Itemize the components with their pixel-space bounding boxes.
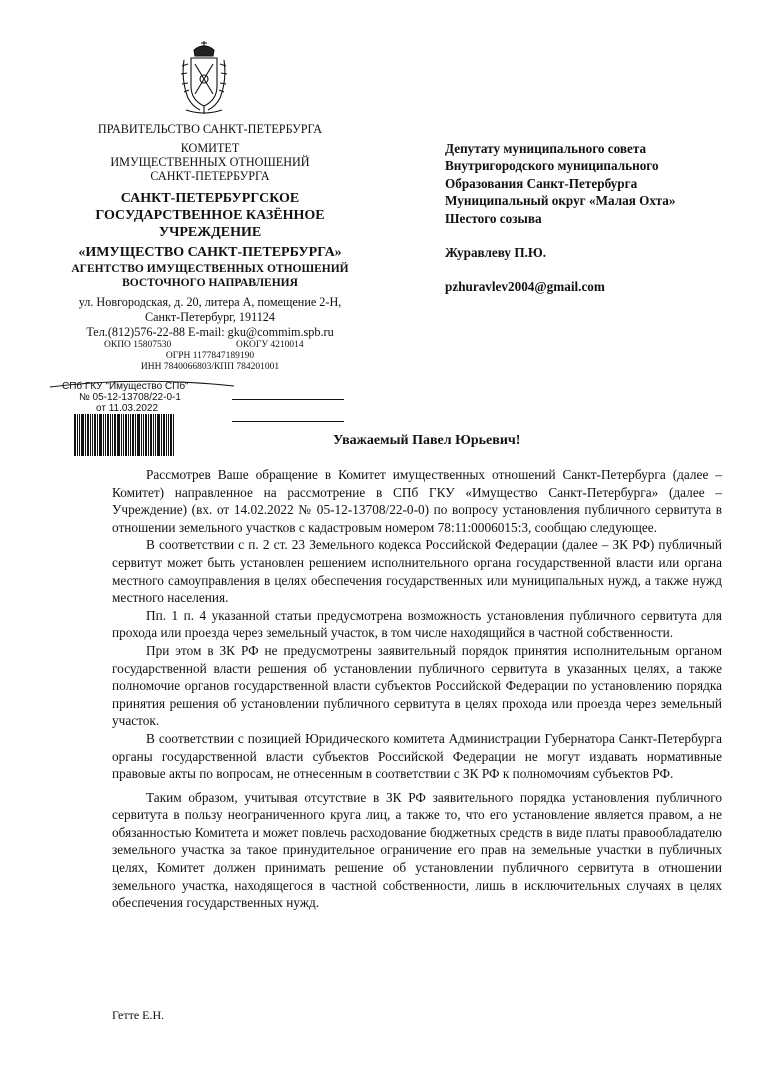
barcode-bar: [97, 414, 98, 456]
barcode-bar: [163, 414, 165, 456]
barcode-bar: [92, 414, 93, 456]
barcode-bar: [107, 414, 109, 456]
barcode-bar: [114, 414, 116, 456]
barcode-bar: [153, 414, 154, 456]
executor-name: Гетте Е.Н.: [112, 1008, 165, 1022]
barcode-bar: [145, 414, 147, 456]
greeting: Уважаемый Павел Юрьевич!: [333, 433, 521, 448]
barcode-bar: [74, 414, 76, 456]
inn-code: ИНН 7840066803/КПП 784201001: [140, 362, 280, 372]
barcode-bar: [170, 414, 172, 456]
barcode-bar: [155, 414, 156, 456]
barcode-bar: [121, 414, 122, 456]
barcode-bar: [166, 414, 167, 456]
blank-line-2: [232, 421, 344, 422]
barcode-bar: [161, 414, 162, 456]
institution-line-3: УЧРЕЖДЕНИЕ: [158, 225, 262, 240]
barcode-bar: [135, 414, 136, 456]
committee-line-1: КОМИТЕТ: [180, 141, 240, 155]
recipient-name: Журавлеву П.Ю.: [445, 245, 547, 260]
barcode-bar: [105, 414, 106, 456]
okogu-code: ОКОГУ 4210014: [236, 340, 304, 350]
barcode-bar: [99, 414, 102, 456]
barcode-bar: [79, 414, 80, 456]
paragraph-5: В соответствии с позицией Юридического комитета Администрации Губернатора Санкт-Петербурга органы государственной власти субъектов Российской Федерации не могут издавать нормативные правовые акты по вопросам, не отнесенным в соответствии с ЗК РФ к полномочиям субъектов РФ.: [112, 730, 722, 782]
institution-name: «ИМУЩЕСТВО САНКТ-ПЕТЕРБУРГА»: [78, 245, 342, 260]
recipient-line-4: Муниципальный округ «Малая Охта»: [445, 193, 676, 208]
barcode-icon: [74, 414, 186, 456]
barcode-bar: [85, 414, 86, 456]
barcode-bar: [143, 414, 144, 456]
paragraph-6: Таким образом, учитывая отсутствие в ЗК РФ заявительного порядка установления публичного сервитута в пользу неограниченного круга лиц, а также то, что его установление является правом, а не обязанностью Комитета и может повлечь расходование бюджетных средств в виде платы правообладателю земельного участка за такое принудительное ограничение его прав на земельные участки в публичных целях, Комитет должен принимать решение об установлении публичного сервитута в отношении земельного участка, находящегося в частной собственности, лишь в исключительных случаях в целях обеспечения государственных нужд.: [112, 789, 722, 911]
institution-line-1: САНКТ-ПЕТЕРБУРГСКОЕ: [120, 191, 300, 206]
spb-coat-of-arms-icon: [180, 40, 228, 116]
registration-stamp: [50, 378, 236, 414]
agency-line-1: АГЕНТСТВО ИМУЩЕСТВЕННЫХ ОТНОШЕНИЙ: [71, 263, 349, 275]
barcode-bar: [87, 414, 89, 456]
ogrn-code: ОГРН 1177847189190: [165, 351, 255, 361]
recipient-line-5: Шестого созыва: [445, 211, 542, 226]
institution-line-2: ГОСУДАРСТВЕННОЕ КАЗЁННОЕ: [95, 208, 325, 223]
stamp-line-2: № 05-12-13708/22-0-1: [79, 392, 181, 403]
committee-line-2: ИМУЩЕСТВЕННЫХ ОТНОШЕНИЙ: [110, 155, 310, 169]
committee-line-3: САНКТ-ПЕТЕРБУРГА: [150, 169, 270, 183]
barcode-bar: [125, 414, 127, 456]
barcode-bar: [103, 414, 104, 456]
paragraph-1: Рассмотрев Ваше обращение в Комитет имущественных отношений Санкт-Петербурга (далее – Комитет) направленное на рассмотрение в СПб ГКУ «Имущество Санкт-Петербурга» (далее – Учреждение) (вх. от 14.02.2022 № 05-12-13708/22-0-0) по вопросу установления публичного сервитута в отношении земельного участков с кадастровым номером 78:11:0006015:3, сообщаю следующее.: [112, 467, 722, 535]
paragraph-2: В соответствии с п. 2 ст. 23 Земельного кодекса Российской Федерации (далее – ЗК РФ) публичный сервитут может быть установлен решением исполнительного органа государственной власти или органа местного самоуправления в целях обеспечения государственных или муниципальных нужд, а также нужд местного населения.: [112, 537, 722, 606]
stamp-line-3: от 11.03.2022: [96, 403, 159, 414]
barcode-bar: [157, 414, 160, 456]
address-line-2: Санкт-Петербург, 191124: [145, 310, 275, 324]
letter-body: [112, 466, 722, 912]
barcode-bar: [81, 414, 84, 456]
stamp-line-1: СПб ГКУ "Имущество СПб": [62, 381, 189, 392]
barcode-bar: [173, 414, 174, 456]
recipient-email: pzhuravlev2004@gmail.com: [445, 279, 605, 294]
agency-line-2: ВОСТОЧНОГО НАПРАВЛЕНИЯ: [122, 277, 298, 289]
paragraph-3: Пп. 1 п. 4 указанной статьи предусмотрена возможность установления публичного сервитута для прохода или проезда через земельный участок, в том числе находящийся в частной собственности.: [112, 607, 722, 641]
okpo-code: ОКПО 15807530: [104, 340, 172, 350]
contacts: Тел.(812)576-22-88 E-mail: gku@commim.spb.ru: [86, 325, 334, 339]
barcode-bar: [117, 414, 120, 456]
government-title: ПРАВИТЕЛЬСТВО САНКТ-ПЕТЕРБУРГА: [97, 122, 323, 136]
barcode-bar: [128, 414, 129, 456]
barcode-bar: [132, 414, 134, 456]
barcode-bar: [110, 414, 111, 456]
barcode-bar: [130, 414, 131, 456]
barcode-bar: [150, 414, 152, 456]
recipient-line-3: Образования Санкт-Петербурга: [445, 176, 638, 191]
address-line-1: ул. Новгородская, д. 20, литера А, помещение 2-Н,: [78, 295, 342, 309]
recipient-line-2: Внутригородского муниципального: [445, 158, 659, 173]
barcode-bar: [137, 414, 140, 456]
barcode-bar: [94, 414, 96, 456]
barcode-bar: [90, 414, 91, 456]
barcode-bar: [77, 414, 78, 456]
barcode-bar: [168, 414, 169, 456]
barcode-bar: [141, 414, 142, 456]
blank-line-1: [232, 399, 344, 400]
paragraph-4: При этом в ЗК РФ не предусмотрены заявительный порядок принятия исполнительным органом государственной власти решения об установлении публичного сервитута в указанных целях, а также полномочие органов государственной власти субъектов Российской Федерации по установлению порядка принятия решения об установлении публичного сервитута в целях прохода или проезда через земельный участок.: [112, 642, 722, 729]
recipient-line-1: Депутату муниципального совета: [445, 141, 647, 156]
barcode-bar: [148, 414, 149, 456]
barcode-bar: [112, 414, 113, 456]
barcode-bar: [123, 414, 124, 456]
